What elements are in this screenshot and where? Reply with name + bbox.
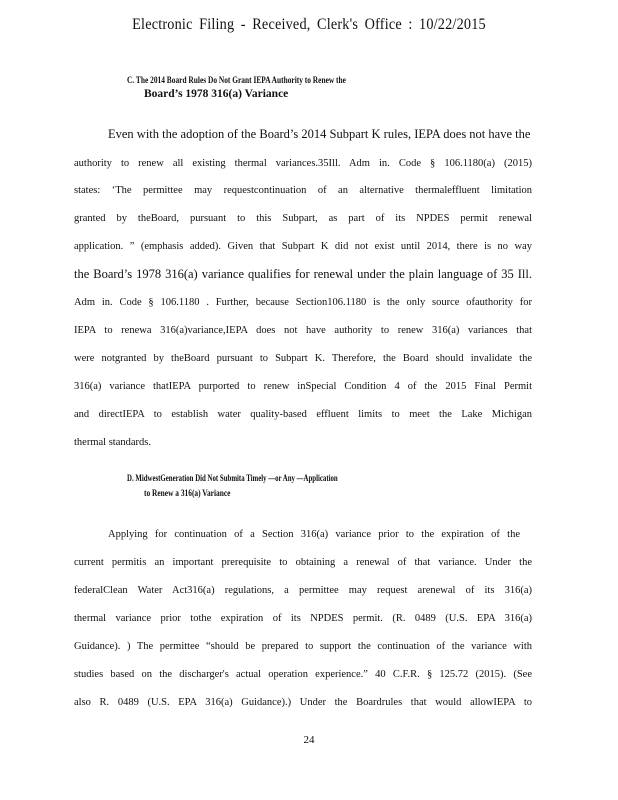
para1-line: IEPA to renewa 316(a)variance,IEPA does not have authority to renew 316(a) variances that [74, 325, 532, 336]
para1-line: the Board’s 1978 316(a) variance qualifies for renewal under the plain language of 35 Ill. [74, 267, 532, 281]
para1-line: thermal standards. [74, 437, 151, 448]
para1-line: authority to renew all existing thermal variances.35Ill. Adm in. Code § 106.1180(a) (2015) [74, 158, 532, 169]
page-number: 24 [303, 734, 315, 746]
section-d-heading-line2: to Renew a 316(a) Variance [144, 489, 231, 499]
para1-line: were notgranted by theBoard pursuant to Subpart K. Therefore, the Board should invalidate the [74, 353, 532, 364]
para2-line: federalClean Water Act316(a) regulations, a permittee may request arenewal of its 316(a) [74, 585, 532, 596]
section-c-heading-line2: Board’s 1978 316(a) Variance [144, 88, 289, 100]
para1-line: Adm in. Code § 106.1180 . Further, because Section106.1180 is the only source ofauthority for [74, 297, 532, 308]
section-c-heading-line1: C. The 2014 Board Rules Do Not Grant IEPA Authority to Renew the [127, 76, 346, 86]
para1-line: 316(a) variance thatIEPA purported to renew inSpecial Condition 4 of the 2015 Final Permit [74, 381, 532, 392]
para2-line: Applying for continuation of a Section 316(a) variance prior to the expiration of the [108, 529, 520, 540]
para2-line: thermal variance prior tothe expiration of its NPDES permit. (R. 0489 (U.S. EPA 316(a) [74, 613, 532, 624]
para1-line: granted by theBoard, pursuant to this Subpart, as part of its NPDES permit renewal [74, 213, 532, 224]
para1-line: Even with the adoption of the Board’s 2014 Subpart K rules, IEPA does not have the [108, 127, 531, 141]
para2-line: studies based on the discharger's actual operation experience.” 40 C.F.R. § 125.72 (2015). (See [74, 669, 532, 680]
para2-line: also R. 0489 (U.S. EPA 316(a) Guidance).) Under the Boardrules that would allowIEPA to [74, 697, 532, 708]
para2-line: Guidance). ) The permittee “should be prepared to support the continuation of the variance with [74, 641, 532, 652]
para1-line: states: ‘The permittee may requestcontinuation of an alternative thermaleffluent limitation [74, 185, 532, 196]
para2-line: current permitis an important prerequisite to obtaining a renewal of that variance. Under the [74, 557, 532, 568]
filing-stamp: Electronic Filing - Received, Clerk's Office : 10/22/2015 [132, 16, 486, 33]
section-d-heading-line1: D. MidwestGeneration Did Not Submita Timely —or Any —Application [127, 474, 338, 484]
para1-line: and directIEPA to establish water quality-based effluent limits to meet the Lake Michigan [74, 409, 532, 420]
para1-line: application. ” (emphasis added). Given that Subpart K did not exist until 2014, there is no way [74, 241, 532, 252]
